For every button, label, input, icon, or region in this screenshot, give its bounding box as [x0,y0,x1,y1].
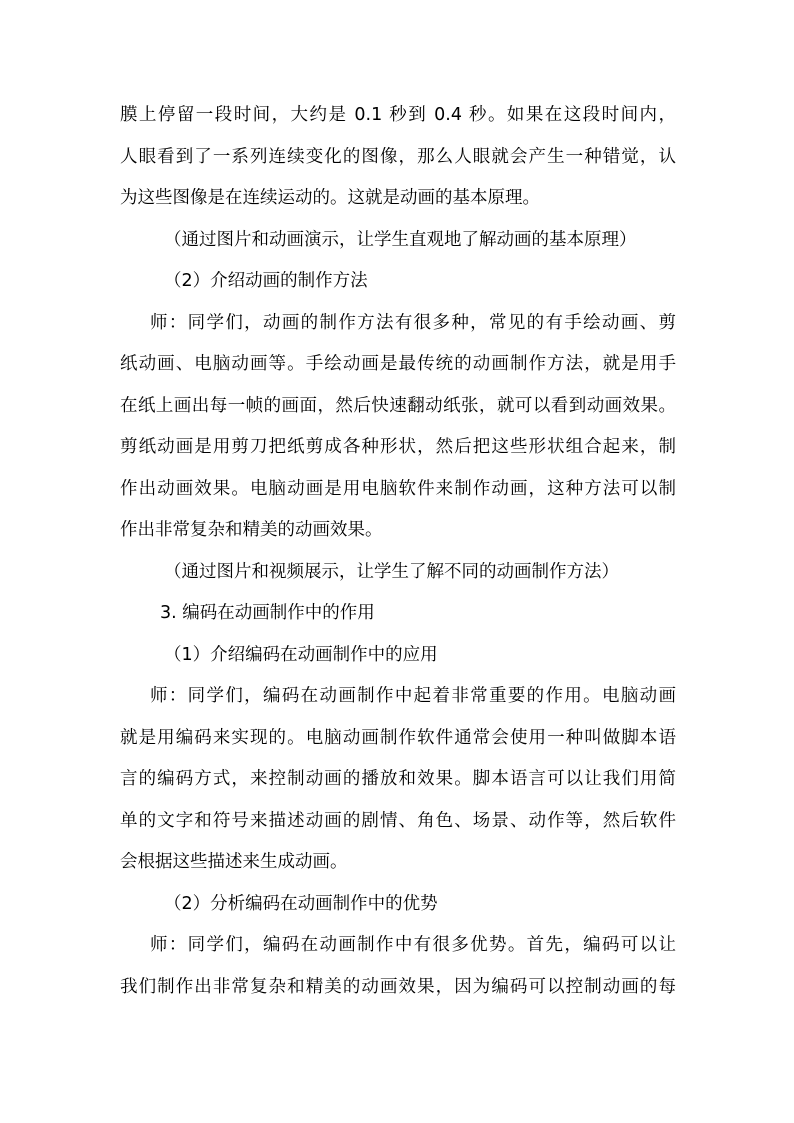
paragraph-line: 言的编码方式，来控制动画的播放和效果。脚本语言可以让我们用简 [120,769,676,789]
paragraph-line: 师：同学们，编码在动画制作中起着非常重要的作用。电脑动画 [150,686,676,706]
subsection-heading: （2）分析编码在动画制作中的优势 [164,893,438,914]
paragraph-line: 作出非常复杂和精美的动画效果。 [120,520,383,540]
subsection-heading: （1）介绍编码在动画制作中的应用 [164,644,438,665]
note-line: （通过图片和动画演示，让学生直观地了解动画的基本原理） [164,229,637,250]
paragraph-line: 纸动画、电脑动画等。手绘动画是最传统的动画制作方法，就是用手 [120,354,676,374]
paragraph-line: 膜上停留一段时间，大约是 0.1 秒到 0.4 秒。如果在这段时间内， [120,105,676,125]
note-line: （通过图片和视频展示，让学生了解不同的动画制作方法） [164,561,619,582]
paragraph-line: 作出动画效果。电脑动画是用电脑软件来制作动画，这种方法可以制 [120,478,676,499]
paragraph-line: 剪纸动画是用剪刀把纸剪成各种形状，然后把这些形状组合起来，制 [120,437,676,457]
paragraph-line: 人眼看到了一系列连续变化的图像，那么人眼就会产生一种错觉，认 [120,146,676,167]
section-heading: 3. 编码在动画制作中的作用 [160,603,375,623]
paragraph-line: 师：同学们，动画的制作方法有很多种，常见的有手绘动画、剪 [150,312,676,333]
paragraph-line: 为这些图像是在连续运动的。这就是动画的基本原理。 [120,188,540,208]
paragraph-line: 会根据这些描述来生成动画。 [120,852,348,872]
document-body [120,98,676,1011]
paragraph-line: 就是用编码来实现的。电脑动画制作软件通常会使用一种叫做脚本语 [120,727,676,748]
paragraph-line: 师：同学们，编码在动画制作中有很多优势。首先，编码可以让 [150,935,676,955]
subsection-heading: （2）介绍动画的制作方法 [164,271,368,291]
paragraph-line: 在纸上画出每一帧的画面，然后快速翻动纸张，就可以看到动画效果。 [120,395,676,416]
paragraph-line: 单的文字和符号来描述动画的剧情、角色、场景、动作等，然后软件 [120,810,676,831]
paragraph-line: 我们制作出非常复杂和精美的动画效果，因为编码可以控制动画的每 [120,976,676,997]
